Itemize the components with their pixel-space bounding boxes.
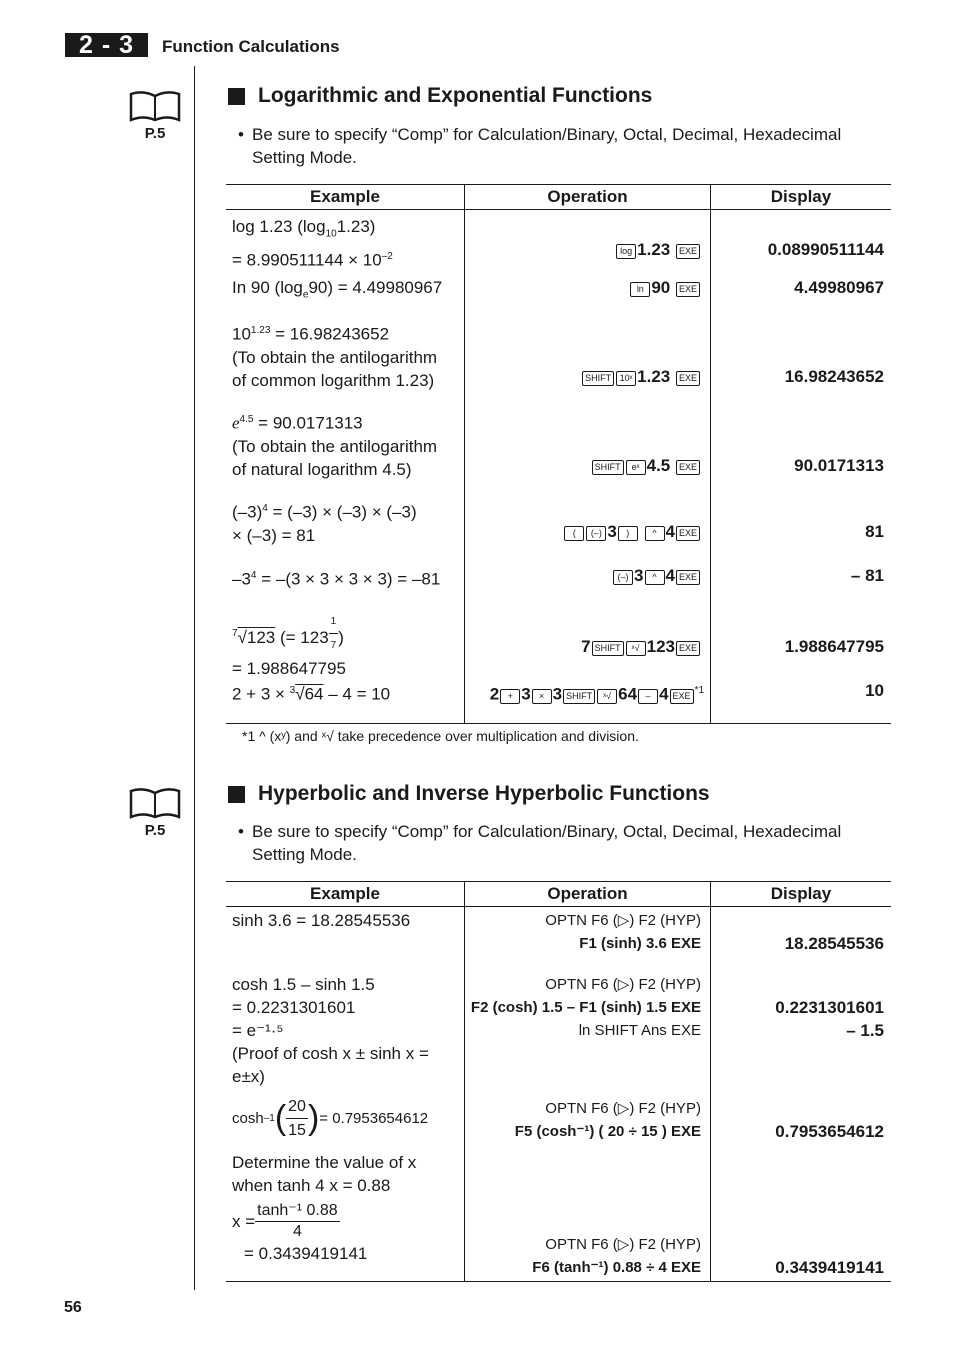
xroot-key-icon: ˣ√: [597, 689, 617, 704]
plus-key-icon: +: [500, 689, 520, 704]
table-header: Example Operation Display: [226, 882, 891, 907]
table-row: Determine the value of x when tanh 4 x = 0.88 x = $\frac{\text{tanh⁻¹ 0.88}}{4}$ = 0.3439419141 OPTN F6 (▷) F2 (HYP) F6 (tanh⁻¹) 0.88 ÷ 4 EXE 0.3439419141: [226, 1151, 891, 1282]
minus-key-icon: –: [638, 689, 658, 704]
reference-book-1: [129, 90, 181, 142]
page-number: 56: [64, 1299, 82, 1316]
ten-power-key-icon: 10ˣ: [616, 371, 636, 386]
table-row: sinh 3.6 = 18.28545536 OPTN F6 (▷) F2 (HYP) F1 (sinh) 3.6 EXE 18.28545536: [226, 907, 891, 974]
ref-label: P.5: [144, 125, 166, 142]
log-note: • Be sure to specify “Comp” for Calculation/Binary, Octal, Decimal, Hexadecimal Setting Mode.: [238, 125, 842, 167]
table-row: $(-3)^4 = (-3) \times (-3) \times (-3)$ × (–3) = 81 ( (–) 3 ) ^ 4 EXE 81: [226, 497, 891, 564]
hyp-note: • Be sure to specify “Comp” for Calculation/Binary, Octal, Decimal, Hexadecimal Setting Mode.: [238, 822, 842, 864]
power-key-icon: ^: [645, 570, 665, 585]
table-row: log 1.23 $(\log_{10}1.23)$ = $8.990511144 \times 10^{-2}$ log 1.23 EXE 0.08990511144: [226, 210, 891, 277]
shift-key-icon: SHIFT: [592, 641, 624, 656]
exe-key-icon: EXE: [676, 460, 700, 475]
exe-key-icon: EXE: [676, 570, 700, 585]
close-paren-key-icon: ): [618, 526, 638, 541]
hyp-section-title: Hyperbolic and Inverse Hyperbolic Functions: [228, 782, 710, 806]
ln-key-icon: ln: [630, 282, 650, 297]
table-row: cosh 1.5 – sinh 1.5 = 0.2231301601 = e⁻¹·⁵ (Proof of cosh x ± sinh x = e±x) OPTN F6 (▷) F2 (HYP) F2 (cosh) 1.5 – F1 (sinh) 1.5 EXE ln SHIFT Ans EXE 0.2231301601 – 1.5: [226, 973, 891, 1085]
table-header: Example Operation Display: [226, 185, 891, 210]
table-row: $-3^4 = -(3 \times 3 \times 3 \times 3) = -81$ (–) 3 ^ 4 EXE – 81: [226, 564, 891, 608]
exe-key-icon: EXE: [676, 526, 700, 541]
open-paren-key-icon: (: [564, 526, 584, 541]
xroot-key-icon: ˣ√: [626, 641, 646, 656]
square-bullet-icon: [228, 88, 245, 105]
book-icon: [129, 787, 181, 819]
exe-key-icon: EXE: [676, 371, 700, 386]
reference-book-2: [129, 787, 181, 839]
power-key-icon: ^: [645, 526, 665, 541]
table-row: 2 + 3 × $^3$√64 – 4 = 10 2 + 3 × 3 SHIFT ˣ√ 64 – 4 EXE $^{*1}$ 10: [226, 679, 891, 724]
shift-key-icon: SHIFT: [592, 460, 624, 475]
exe-key-icon: EXE: [676, 641, 700, 656]
table-row: $^7$√123 (= 123 $^{\frac{1}{7}}$ ) = 1.988647795 7 SHIFT ˣ√ 123 EXE 1.988647795: [226, 608, 891, 679]
log-table: [226, 184, 891, 724]
square-bullet-icon: [228, 786, 245, 803]
table-row: $10^{1.23} = 16.98243652$ (To obtain the antilogarithm of common logarithm 1.23) SHIFT 10ˣ 1.23 EXE 16.98243652: [226, 319, 891, 408]
exe-key-icon: EXE: [676, 282, 700, 297]
exe-key-icon: EXE: [670, 689, 694, 704]
ref-label: P.5: [144, 822, 166, 839]
table-row: $e^{4.5} = 90.0171313$ (To obtain the antilogarithm of natural logarithm 4.5) SHIFT eˣ 4.5 EXE 90.0171313: [226, 408, 891, 497]
shift-key-icon: SHIFT: [582, 371, 614, 386]
log-key-icon: log: [616, 244, 636, 259]
log-section-title: Logarithmic and Exponential Functions: [228, 84, 652, 108]
book-icon: [129, 90, 181, 122]
footnote: *1 ^ (xʸ) and ˣ√ take precedence over multiplication and division.: [242, 728, 639, 744]
shift-key-icon: SHIFT: [563, 689, 595, 704]
negative-key-icon: (–): [586, 526, 606, 541]
table-row: In 90 $(\log_e90) = 4.49980967$ ln 90 EXE 4.49980967: [226, 276, 891, 319]
negative-key-icon: (–): [613, 570, 633, 585]
exe-key-icon: EXE: [676, 244, 700, 259]
table-row: cosh –1 ( $\frac{20}{15}$ ) = 0.7953654612 OPTN F6 (▷) F2 (HYP) F5 (cosh⁻¹) ( 20 ÷ 15 ) EXE 0.7953654612: [226, 1085, 891, 1151]
hyp-table: [226, 881, 891, 1282]
section-title: Function Calculations: [162, 37, 340, 56]
multiply-key-icon: ×: [532, 689, 552, 704]
e-power-key-icon: eˣ: [626, 460, 646, 475]
margin-rule: [194, 66, 195, 1290]
section-number-badge: 2 - 3: [65, 33, 148, 57]
